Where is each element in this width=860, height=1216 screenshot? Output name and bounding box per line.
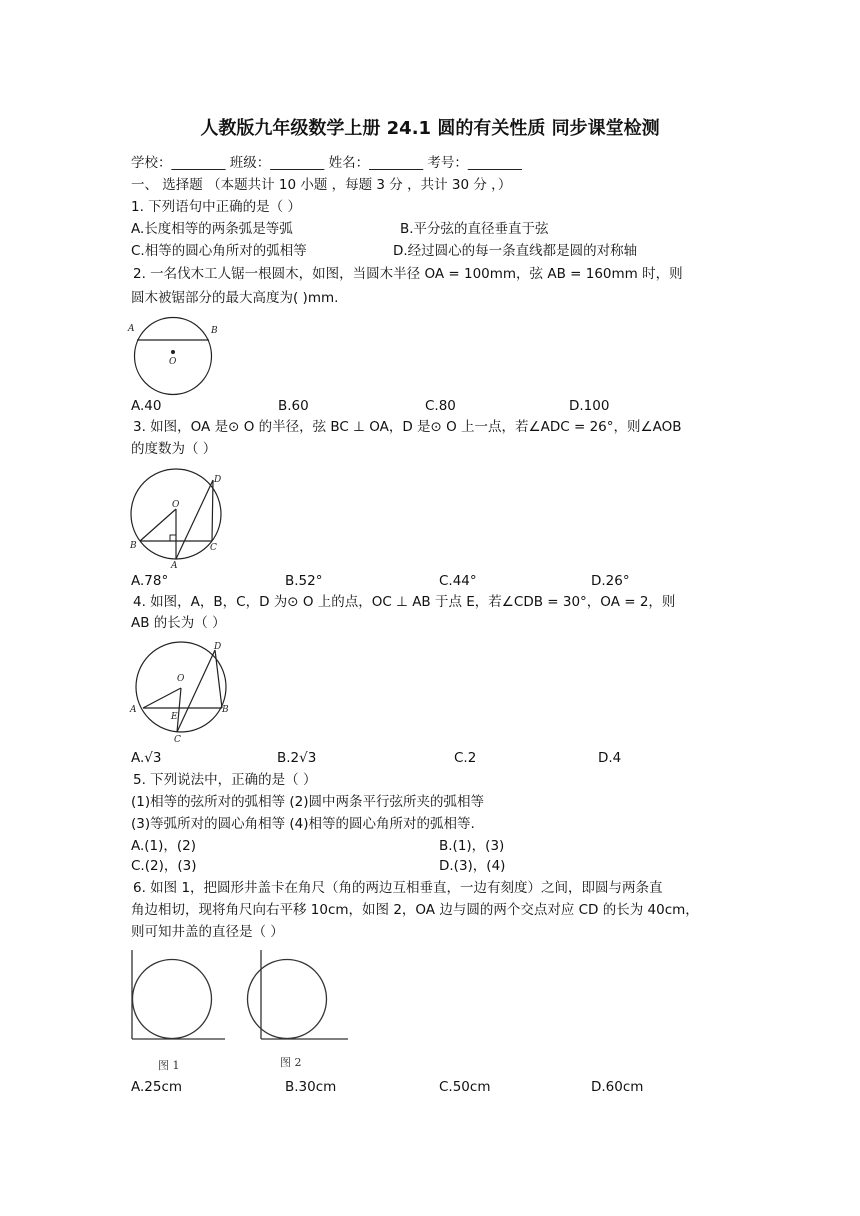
q6-option-c: C.50cm <box>439 1079 491 1095</box>
q6-option-a: A.25cm <box>131 1079 183 1095</box>
q1-stem: 1. 下列语句中正确的是（ ） <box>131 199 301 215</box>
q4-figure <box>125 638 240 746</box>
q6-stem-line3: 则可知井盖的直径是（ ） <box>131 924 284 940</box>
q3-label-a: A <box>171 561 178 571</box>
q2-figure <box>125 312 225 397</box>
q2-stem-line1: 2. 一名伐木工人锯一根圆木，如图，当圆木半径 OA = 100mm，弦 AB = 160mm 时，则 <box>133 266 683 282</box>
q2-option-b: B.60 <box>278 398 309 414</box>
q4-label-a: A <box>130 705 137 715</box>
q1-option-c: C.相等的圆心角所对的弧相等 <box>131 243 307 259</box>
q3-option-a: A.78° <box>131 573 169 589</box>
q1-option-a: A.长度相等的两条弧是等弧 <box>131 221 293 237</box>
q3-label-b: B <box>130 541 137 551</box>
q4-option-a: A.√3 <box>131 750 162 766</box>
q3-label-d: D <box>214 475 222 485</box>
q4-label-d: D <box>214 642 222 652</box>
q6-figure-2 <box>250 945 360 1075</box>
q1-option-b: B.平分弦的直径垂直于弦 <box>400 221 549 237</box>
q2-stem-line2: 圆木被锯部分的最大高度为( )mm. <box>131 290 339 306</box>
q4-label-e: E <box>171 712 178 722</box>
q6-stem-line1: 6. 如图 1，把圆形井盖卡在角尺（角的两边互相垂直，一边有刻度）之间，即圆与两条直 <box>133 880 663 896</box>
q3-option-c: C.44° <box>439 573 477 589</box>
q4-stem-line1: 4. 如图，A，B，C，D 为⊙ O 上的点，OC ⊥ AB 于点 E，若∠CDB = 30°，OA = 2，则 <box>133 594 676 610</box>
section-heading: 一、 选择题 （本题共计 10 小题 ，每题 3 分 ，共计 30 分 ，） <box>131 177 512 193</box>
q5-option-c: C.(2)，(3) <box>131 858 197 874</box>
q6-fig2-caption: 图 2 <box>280 1056 302 1069</box>
q5-option-b: B.(1)，(3) <box>439 838 505 854</box>
q2-label-b: B <box>211 326 218 336</box>
q5-option-d: D.(3)，(4) <box>439 858 506 874</box>
q4-option-d: D.4 <box>598 750 622 766</box>
q5-stem: 5. 下列说法中，正确的是（ ） <box>133 772 317 788</box>
q3-label-o: O <box>172 500 180 510</box>
q2-option-c: C.80 <box>425 398 456 414</box>
q4-stem-line2: AB 的长为（ ） <box>131 615 226 631</box>
q6-stem-line2: 角边相切，现将角尺向右平移 10cm，如图 2，OA 边与圆的两个交点对应 CD 的长为 40cm， <box>131 902 699 918</box>
q2-label-a: A <box>128 324 135 334</box>
q4-label-b: B <box>222 705 229 715</box>
q3-stem-line2: 的度数为（ ） <box>131 441 217 457</box>
q5-statement-1-2: (1)相等的弦所对的弧相等 (2)圆中两条平行弦所夹的弧相等 <box>131 794 485 810</box>
q4-option-c: C.2 <box>454 750 477 766</box>
q4-option-b: B.2√3 <box>277 750 317 766</box>
q6-fig1-caption: 图 1 <box>158 1059 180 1072</box>
q5-statement-3-4: (3)等弧所对的圆心角相等 (4)相等的圆心角所对的弧相等. <box>131 816 475 832</box>
q4-label-c: C <box>174 735 181 745</box>
q5-option-a: A.(1)，(2) <box>131 838 197 854</box>
q1-option-d: D.经过圆心的每一条直线都是圆的对称轴 <box>393 243 638 259</box>
q4-label-o: O <box>177 674 185 684</box>
q3-label-c: C <box>210 543 217 553</box>
q6-option-d: D.60cm <box>591 1079 644 1095</box>
q3-stem-line1: 3. 如图，OA 是⊙ O 的半径，弦 BC ⊥ OA，D 是⊙ O 上一点，若∠ADC = 26°，则∠AOB <box>133 419 682 435</box>
q3-figure <box>125 465 235 570</box>
q6-figure-1 <box>125 945 235 1075</box>
q3-option-b: B.52° <box>285 573 323 589</box>
page-title: 人教版九年级数学上册 24.1 圆的有关性质 同步课堂检测 <box>200 118 660 139</box>
q2-label-o: O <box>169 357 177 367</box>
info-line: 学校：________ 班级：________ 姓名：________ 考号：________ <box>131 155 522 171</box>
q2-option-a: A.40 <box>131 398 162 414</box>
q3-option-d: D.26° <box>591 573 630 589</box>
q2-option-d: D.100 <box>569 398 610 414</box>
q6-option-b: B.30cm <box>285 1079 337 1095</box>
